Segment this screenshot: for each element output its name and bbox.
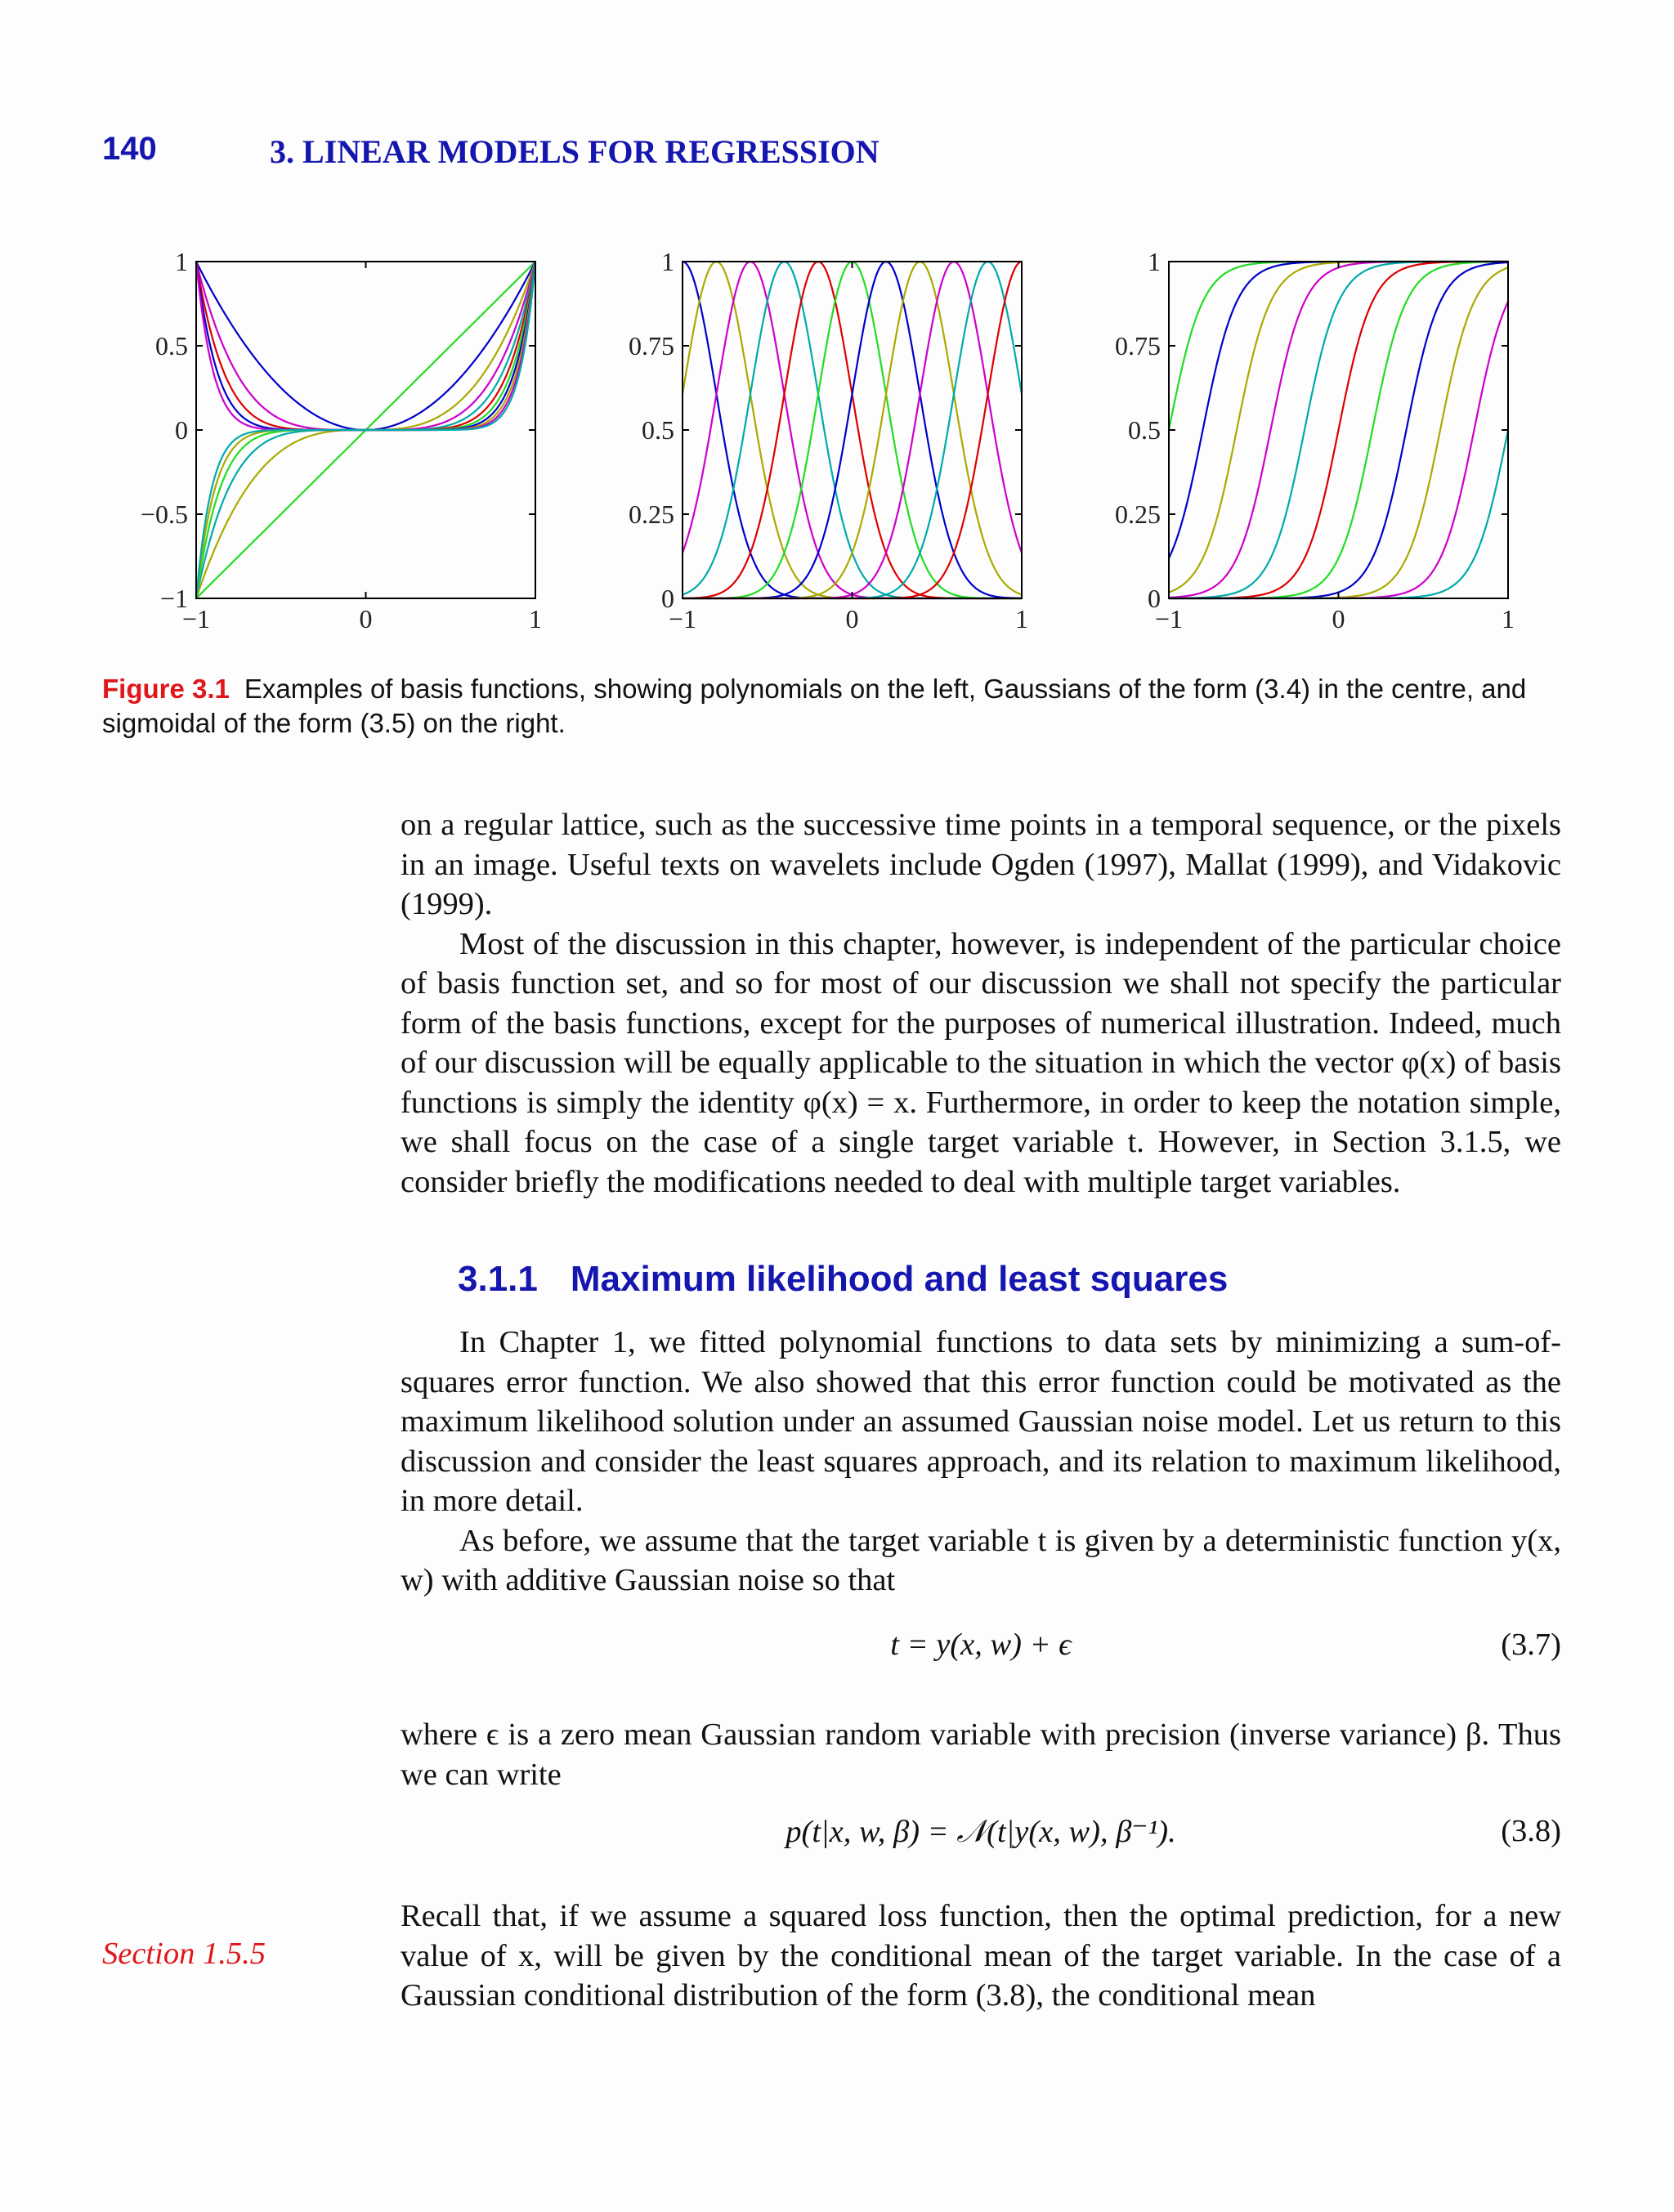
page-number: 140	[102, 131, 157, 167]
y-tick-label: −1	[159, 584, 188, 613]
page-header	[0, 131, 1674, 180]
x-tick-label: −1	[668, 604, 697, 634]
figure-caption	[102, 672, 1565, 741]
y-tick-label: 1	[175, 247, 188, 276]
sigmoid-curve-10	[1169, 302, 1508, 598]
equation-3-8-expression: p(t|x, w, β) = 𝒩(t|y(x, w), β⁻¹).	[786, 1815, 1176, 1849]
body-paragraphs-4	[401, 1896, 1561, 2016]
chart-panel-3	[1115, 247, 1515, 634]
sigmoid-curve-6	[1169, 262, 1508, 598]
gaussian-curve-1	[683, 262, 1022, 598]
subsection-number: 3.1.1	[458, 1259, 538, 1299]
poly-curve-8	[196, 262, 535, 430]
sigmoid-curve-1	[1169, 262, 1508, 430]
paragraph-6: Recall that, if we assume a squared loss function, then the optimal prediction, for a new value of x, will be given by the conditional mean of the target variable. In the case of a Gaussian conditional distribution of the form (3.8), the conditional mean	[401, 1899, 1561, 2013]
y-tick-label: 0	[175, 415, 188, 445]
y-tick-label: 0.25	[629, 499, 674, 529]
y-tick-label: 0.75	[629, 331, 674, 360]
body-paragraphs-3	[401, 1715, 1561, 1794]
chart-panel-1	[141, 247, 542, 634]
y-tick-label: 0.5	[1128, 415, 1161, 445]
gaussian-curve-4	[683, 262, 1022, 598]
gaussian-curve-7	[683, 262, 1022, 598]
y-tick-label: 0.5	[155, 331, 188, 360]
gaussian-curve-11	[683, 262, 1022, 598]
sigmoid-curve-2	[1169, 262, 1508, 558]
equation-3-8-number: (3.8)	[1501, 1814, 1561, 1848]
plot-frame	[683, 262, 1022, 598]
paragraph-3: In Chapter 1, we fitted polynomial functions to data sets by minimizing a sum-of-squares error function. We also showed that this error function could be motivated as the maximum likelihood solution under an assumed Gaussian noise model. Let us return to this discussion and consider the least squares approach, and its relation to maximum likelihood, in more detail.	[401, 1325, 1561, 1518]
margin-note-section-ref: Section 1.5.5	[102, 1937, 266, 1971]
y-tick-label: −0.5	[140, 499, 188, 529]
gaussian-curve-9	[683, 262, 1022, 598]
equation-3-8	[401, 1813, 1561, 1862]
figure-3-1-plots	[0, 229, 1674, 654]
x-tick-label: 0	[845, 604, 859, 634]
subsection-heading	[458, 1259, 1228, 1300]
subsection-title: Maximum likelihood and least squares	[570, 1259, 1229, 1299]
x-tick-label: −1	[181, 604, 211, 634]
x-tick-label: 1	[1502, 604, 1515, 634]
x-tick-label: 1	[529, 604, 542, 634]
poly-curve-2	[196, 262, 535, 430]
y-tick-label: 0.25	[1115, 499, 1161, 529]
paragraph-4: As before, we assume that the target variable t is given by a deterministic function y(x, w) with additive Gaussian noise so that	[401, 1523, 1561, 1597]
x-tick-label: 1	[1015, 604, 1028, 634]
paragraph-1: on a regular lattice, such as the successive time points in a temporal sequence, or the pixels in an image. Useful texts on wavelets include Ogden (1997), Mallat (1999), and Vidakovic (1999).	[401, 808, 1561, 921]
equation-3-7-expression: t = y(x, w) + ϵ	[890, 1628, 1072, 1662]
gaussian-curve-6	[683, 262, 1022, 598]
y-tick-label: 1	[1148, 247, 1161, 276]
figure-caption-text: Examples of basis functions, showing polynomials on the left, Gaussians of the form (3.4) in the centre, and sigmoidal of the form (3.5) on the right.	[102, 674, 1527, 738]
figure-label: Figure 3.1	[102, 674, 230, 704]
chart-panel-2	[629, 247, 1028, 634]
paragraph-2: Most of the discussion in this chapter, however, is independent of the particular choice of basis function set, and so for most of our discussion we shall not specify the particular form of the basis functions, except for the purposes of numerical illustration. Indeed, much of our discussion will be equally applicable to the situation in which the vector φ(x) of basis functions is simply the identity φ(x) = x. Furthermore, in order to keep the notation simple, we shall focus on the case of a single target variable t. However, in Section 3.1.5, we consider briefly the modifications needed to deal with multiple target variables.	[401, 926, 1561, 1199]
x-tick-label: 0	[1332, 604, 1345, 634]
y-tick-label: 0	[661, 584, 674, 613]
y-tick-label: 0	[1148, 584, 1161, 613]
equation-3-7	[401, 1627, 1561, 1676]
body-paragraphs-1	[401, 805, 1561, 1202]
x-tick-label: −1	[1154, 604, 1184, 634]
body-paragraphs-2	[401, 1323, 1561, 1601]
gaussian-curve-10	[683, 262, 1022, 598]
gaussian-curve-2	[683, 262, 1022, 598]
poly-curve-10	[196, 262, 535, 430]
poly-curve-4	[196, 262, 535, 430]
y-tick-label: 0.75	[1115, 331, 1161, 360]
poly-curve-6	[196, 262, 535, 430]
y-tick-label: 1	[661, 247, 674, 276]
running-title: 3. LINEAR MODELS FOR REGRESSION	[270, 133, 880, 170]
x-tick-label: 0	[359, 604, 373, 634]
gaussian-curve-3	[683, 262, 1022, 598]
equation-3-7-number: (3.7)	[1501, 1628, 1561, 1662]
gaussian-curve-5	[683, 262, 1022, 598]
y-tick-label: 0.5	[642, 415, 674, 445]
sigmoid-curve-11	[1169, 430, 1508, 598]
gaussian-curve-8	[683, 262, 1022, 598]
paragraph-5: where ϵ is a zero mean Gaussian random variable with precision (inverse variance) β. Thus we can write	[401, 1717, 1561, 1792]
